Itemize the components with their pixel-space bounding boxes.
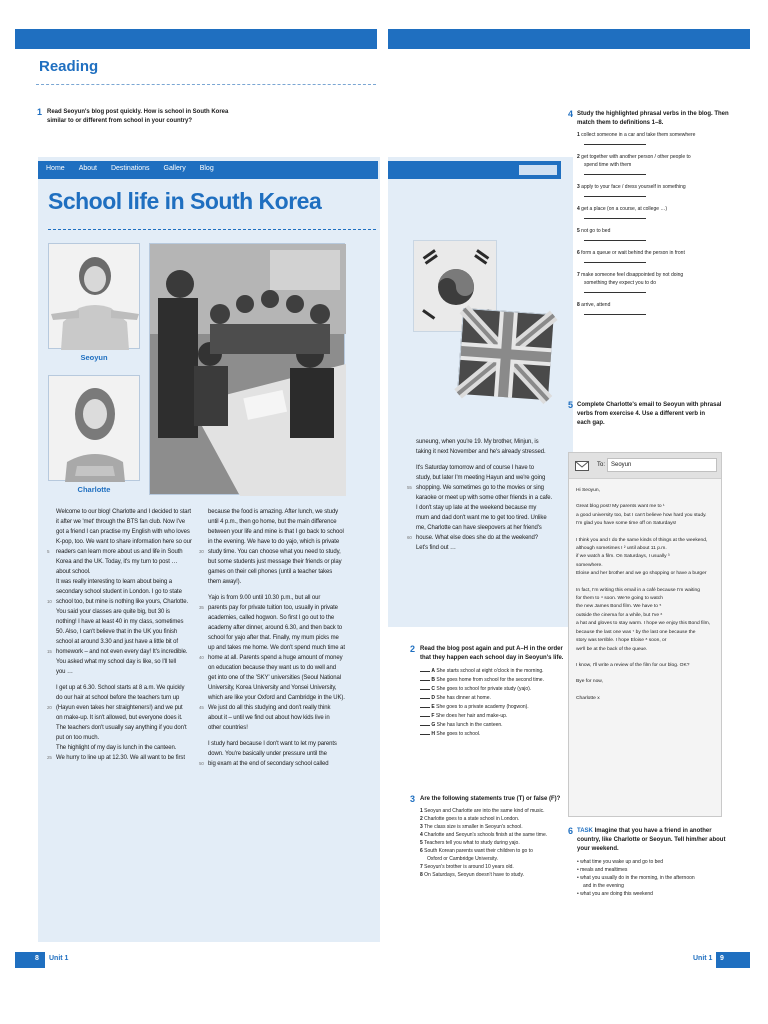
blog-line: It's Saturday tomorrow and of course I have to bbox=[416, 465, 534, 471]
blog-line: I don't stay up late at the weekend because my bbox=[416, 505, 537, 511]
exercise-3 bbox=[410, 795, 575, 879]
definition: 5 not go to bed bbox=[577, 228, 611, 234]
blog-line: down. You're basically under pressure until the bbox=[208, 751, 327, 757]
order-item: G She has lunch in the canteen. bbox=[420, 720, 575, 729]
task-item: • what time you wake up and go to bed bbox=[577, 859, 663, 865]
task-item: • meals and mealtimes bbox=[577, 867, 628, 873]
exercise-6-title-line: your weekend. bbox=[577, 846, 619, 852]
answer-blank[interactable] bbox=[420, 693, 430, 699]
blog-line: do our hair at school before the teachers turn up bbox=[56, 695, 180, 701]
blog-line: Yajo is from 9.00 until 10.30 p.m., but all our bbox=[208, 595, 321, 601]
seoyun-caption: Seoyun bbox=[80, 353, 108, 362]
answer-blank[interactable] bbox=[420, 702, 430, 708]
envelope-icon bbox=[575, 461, 589, 471]
footer-left-tab bbox=[15, 952, 45, 968]
task-item: • what you are doing this weekend bbox=[577, 891, 653, 897]
exercise-2-title-line: Read the blog post again and put A–H in the order bbox=[420, 646, 563, 652]
order-item: D She has dinner at home. bbox=[420, 693, 575, 702]
blog-line: 35 parents pay for private tuition too, usually in private bbox=[199, 605, 338, 611]
blog-line: put on too much. bbox=[56, 735, 100, 741]
email-line: the new James Bond film. We have to ⁵ bbox=[576, 604, 662, 610]
blog-line: in the evening. We have to do yajo, which is private bbox=[208, 539, 340, 545]
statement: 6 South Korean parents want their children to go to bbox=[420, 848, 533, 854]
email-line bbox=[576, 529, 714, 537]
blog-line: 15 homework – and not even every day! It's incredible. bbox=[47, 649, 188, 655]
definition: something they expect you to do bbox=[584, 280, 656, 286]
blog-line: 40 home at all. Parents spend a huge amount of money bbox=[199, 655, 343, 661]
definition: 4 get a place (on a course, at college …) bbox=[577, 206, 668, 212]
blog-line: karaoke or meet up with some other friends in a cafe. bbox=[416, 495, 553, 501]
statement: 7 Seoyun's brother is around 10 years old. bbox=[420, 864, 514, 870]
blog-title: School life in South Korea bbox=[48, 188, 322, 214]
email-line: Bye for now, bbox=[576, 679, 603, 685]
blog-line: Welcome to our blog! Charlotte and I decided to start bbox=[56, 509, 192, 515]
order-item: A She starts school at eight o'clock in the morning. bbox=[420, 666, 575, 675]
charlotte-caption: Charlotte bbox=[77, 485, 111, 494]
blog-line: on education because they want us to do well and bbox=[208, 665, 336, 671]
blog-line: I get up at 6.30. School starts at 8 a.m. We quickly bbox=[56, 685, 185, 691]
blog-line: on make-up. It isn't allowed, but everyone does it. bbox=[56, 715, 183, 721]
blog-line: up and takes me home. We don't spend much time at bbox=[208, 645, 345, 651]
footer-right-unit: Unit 1 bbox=[693, 955, 713, 962]
blog-line: You asked what my school day is like, so I'll tell bbox=[56, 659, 176, 665]
exercise-6-title-line: country, like Charlotte or Seoyun. Tell him/her about bbox=[577, 837, 726, 843]
definition: 7 make someone feel disappointed by not doing bbox=[577, 272, 684, 278]
answer-blank[interactable] bbox=[420, 666, 430, 672]
exercise-5-title-line: each gap. bbox=[577, 420, 605, 426]
charlotte-photo bbox=[48, 375, 140, 481]
search-box[interactable] bbox=[519, 165, 557, 175]
blog-line: get into one of the 'SKY' universities (Seoul National bbox=[208, 675, 341, 681]
blog-line: academies, called hogwon. So first I go out to the bbox=[208, 615, 335, 621]
blog-line: me, Charlotte can have sleepovers at her friend's bbox=[416, 525, 542, 531]
blog-line: because the food is amazing. After lunch, we study bbox=[208, 509, 339, 515]
answer-blank[interactable] bbox=[584, 287, 646, 293]
statement: 3 The class size is smaller in Seoyun's school. bbox=[420, 824, 523, 830]
email-line bbox=[576, 579, 714, 587]
answer-blank[interactable] bbox=[420, 675, 430, 681]
email-line: Charlotte x bbox=[576, 695, 600, 701]
blog-line: it after we 'met' through the BTS fan club. Now I've bbox=[56, 519, 185, 525]
answer-blank[interactable] bbox=[420, 720, 430, 726]
definition: spend time with them bbox=[584, 162, 632, 168]
answer-blank[interactable] bbox=[584, 309, 646, 315]
email-line: In fact, I'm writing this email in a café because I'm waiting bbox=[576, 587, 700, 593]
exercise-5-title-line: Complete Charlotte's email to Seoyun with phrasal bbox=[577, 402, 722, 408]
email-line bbox=[576, 654, 714, 662]
blog-line: games on their cell phones (until a teacher takes bbox=[208, 569, 333, 575]
blog-line: nothing! I have at least 40 in my class, sometimes bbox=[56, 619, 184, 625]
task-item: • what you usually do in the morning, in the afternoon bbox=[577, 875, 695, 881]
blog-line: 60 house. What else does she do at the weekend? bbox=[407, 535, 539, 541]
order-item: H She goes to school. bbox=[420, 729, 575, 738]
definition: 2 get together with another person / other people to bbox=[577, 154, 691, 160]
answer-blank[interactable] bbox=[420, 729, 430, 735]
blog-text-column-2 bbox=[199, 507, 354, 769]
nav-home[interactable]: Home bbox=[46, 165, 65, 172]
blog-text-column-3 bbox=[407, 437, 566, 553]
answer-blank[interactable] bbox=[584, 257, 646, 263]
blog-line: 50 big exam at the end of secondary school called bbox=[199, 761, 329, 767]
footer-right-page-number: 9 bbox=[720, 955, 724, 962]
to-field[interactable]: Seoyun bbox=[607, 458, 717, 472]
answer-blank[interactable] bbox=[584, 235, 646, 241]
definition: 1 collect someone in a car and take them somewhere bbox=[577, 132, 696, 138]
exercise-4 bbox=[568, 110, 748, 321]
footer-left-page-number: 8 bbox=[35, 955, 39, 962]
email-line bbox=[576, 495, 714, 503]
blog-line: 5 readers can learn more about us and life in South bbox=[47, 549, 183, 555]
statement: 4 Charlotte and Seoyun's schools finish at the same time. bbox=[420, 832, 548, 838]
blog-line: school for yajo after that. Finally, my mum picks me bbox=[208, 635, 339, 641]
blog-line: 30 study time. You can choose what you need to study, bbox=[199, 549, 341, 555]
exercise-6-number: 6 bbox=[568, 826, 574, 836]
email-line: a hat and gloves to stay warm. I hope we enjoy this Bond film, bbox=[576, 621, 711, 627]
exercise-2 bbox=[410, 645, 575, 738]
email-line: we'll be at the back of the queue. bbox=[576, 646, 648, 652]
email-line: Eloise and her brother and we go shopping or have a burger bbox=[576, 571, 707, 577]
seoyun-photo bbox=[48, 243, 140, 349]
blog-line: 10 school too, but mine is nothing like yours, Charlotte. bbox=[47, 599, 189, 605]
blog-line: The teachers don't usually say anything if you don't bbox=[56, 725, 187, 731]
blog-line: school at around 3.30 and just have a little bit of bbox=[56, 639, 178, 645]
blog-line: study, but later I'm meeting Hayun and we're going bbox=[416, 475, 546, 481]
blog-line: until 4 p.m., then go home, but the main difference bbox=[208, 519, 337, 525]
answer-blank[interactable] bbox=[584, 169, 646, 175]
blog-line: 20 (Hayun even takes her straighteners!) and we put bbox=[47, 705, 183, 711]
blog-line: secondary school student in London. I go to state bbox=[56, 589, 182, 595]
top-bar-left bbox=[15, 29, 377, 49]
blog-line: It was really interesting to learn about being a bbox=[56, 579, 172, 585]
exercise-5-title-line: verbs from exercise 4. Use a different verb in bbox=[577, 411, 706, 417]
email-line: I know, I'll write a review of the film for our blog. OK? bbox=[576, 662, 690, 668]
blog-line: about it – until we find out about how kids live in bbox=[208, 715, 330, 721]
blog-line: academy after dinner, around 6.30, and then back to bbox=[208, 625, 342, 631]
exercise-1-number: 1 bbox=[37, 107, 43, 117]
blog-line: mum and dad don't want me to get too tired. Unlike bbox=[416, 515, 547, 521]
blog-line: 55 shopping. We sometimes go to the movies or sing bbox=[407, 485, 544, 491]
order-item: E She goes to a private academy (hogwon). bbox=[420, 702, 575, 711]
answer-blank[interactable] bbox=[584, 139, 646, 145]
classroom-photo bbox=[149, 243, 345, 495]
task-item: and in the evening bbox=[583, 883, 624, 889]
definition: 8 arrive, attend bbox=[577, 302, 611, 308]
exercise-5 bbox=[568, 401, 748, 428]
to-label: To: bbox=[597, 462, 606, 468]
exercise-4-number: 4 bbox=[568, 109, 574, 119]
blog-line: 45 We just do all this studying and don't really think bbox=[199, 705, 331, 711]
blog-line: The highlight of my day is lunch in the canteen. bbox=[56, 745, 177, 751]
blog-nav-bar bbox=[38, 161, 378, 179]
blog-line: you … bbox=[56, 669, 73, 675]
email-line: I'm glad you have some time off on Saturdays! bbox=[576, 521, 677, 527]
exercise-1-line: similar to or different from school in your country? bbox=[47, 118, 193, 124]
order-item: C She goes to school for private study (yajo). bbox=[420, 684, 575, 693]
top-bar-right bbox=[388, 29, 750, 49]
email-line bbox=[576, 670, 714, 678]
nav-gallery[interactable]: Gallery bbox=[163, 165, 186, 172]
exercise-4-title-line: match them to definitions 1–8. bbox=[577, 120, 664, 126]
answer-blank[interactable] bbox=[420, 684, 430, 690]
statement: 5 Teachers tell you what to study during yajo. bbox=[420, 840, 520, 846]
email-body bbox=[569, 479, 721, 711]
section-underline bbox=[36, 84, 376, 85]
statement: 2 Charlotte goes to a state school in London. bbox=[420, 816, 520, 822]
email-line: a good university too, but I can't believe how hard you study. bbox=[576, 512, 707, 518]
nav-blog[interactable]: Blog bbox=[199, 165, 214, 172]
email-window bbox=[568, 452, 722, 817]
blog-line: University, Korea University and Yonsei University, bbox=[208, 685, 337, 691]
exercise-5-number: 5 bbox=[568, 400, 574, 410]
title-divider bbox=[48, 229, 376, 230]
blog-line: You said your classes are quite big, but 30 is bbox=[56, 609, 170, 615]
answer-blank[interactable] bbox=[584, 213, 646, 219]
blog-nav-bar-right bbox=[388, 161, 561, 179]
blog-line: taking it next November and he's already stressed. bbox=[416, 449, 546, 455]
email-line: story was terrible. I hope Eloise ⁸ soon, or bbox=[576, 638, 667, 644]
blog-text-column-1 bbox=[47, 507, 204, 763]
exercise-6 bbox=[568, 827, 748, 898]
blog-line: Let's find out … bbox=[416, 545, 456, 551]
exercise-4-title-line: Study the highlighted phrasal verbs in the blog. Then bbox=[577, 111, 729, 117]
nav-destinations[interactable]: Destinations bbox=[110, 165, 150, 172]
exercise-2-number: 2 bbox=[410, 644, 416, 654]
blog-line: between your life and mine is that I go back to school bbox=[208, 529, 344, 535]
task-label: TASK bbox=[577, 828, 593, 834]
exercise-3-title: Are the following statements true (T) or false (F)? bbox=[420, 796, 561, 802]
uk-flag-photo bbox=[457, 308, 553, 399]
answer-blank[interactable] bbox=[584, 191, 646, 197]
blog-line: K-pop, too. We want to share information here so our bbox=[56, 539, 192, 545]
blog-line: them away!). bbox=[208, 579, 242, 585]
definition: 6 form a queue or wait behind the person in front bbox=[577, 250, 685, 256]
exercise-6-title-line: Imagine that you have a friend in another bbox=[594, 828, 712, 834]
email-line: because the last one was ⁷ by the last one because the bbox=[576, 629, 696, 635]
blog-line: which are like your Oxford and Cambridge in the UK). bbox=[208, 695, 345, 701]
email-line: somewhere. bbox=[576, 562, 603, 568]
email-line: if we watch a film. On Saturdays, I usually ³ bbox=[576, 554, 670, 560]
blog-line: I study hard because I don't want to let my parents bbox=[208, 741, 337, 747]
nav-about[interactable]: About bbox=[78, 165, 97, 172]
order-item: F She does her hair and make-up. bbox=[420, 711, 575, 720]
order-item: B She goes home from school for the second time. bbox=[420, 675, 575, 684]
statement: 8 On Saturdays, Seoyun doesn't have to study. bbox=[420, 872, 524, 878]
statement: 1 Seoyun and Charlotte are into the same kind of music. bbox=[420, 808, 545, 814]
email-line: outside the cinema for a while, but I've ⁶ bbox=[576, 612, 663, 618]
blog-line: but some students just message their friends or play bbox=[208, 559, 342, 565]
footer-left-unit: Unit 1 bbox=[49, 955, 69, 962]
exercise-1 bbox=[37, 108, 367, 126]
blog-line: 25 We hurry to line up at 12.30. We all want to be first bbox=[47, 755, 185, 761]
exercise-2-title-line: that they happen each school day in Seoyun's life. bbox=[420, 655, 564, 661]
blog-line: 50. Also, I can't believe that in the UK you finish bbox=[56, 629, 178, 635]
blog-line: about school. bbox=[56, 569, 91, 575]
section-title: Reading bbox=[39, 58, 99, 75]
statement: Oxford or Cambridge University. bbox=[427, 856, 499, 862]
email-line: Hi Seoyun, bbox=[576, 488, 600, 493]
blog-line: got a friend I can practise my English with who loves bbox=[56, 529, 190, 535]
email-line: Great blog post! My parents want me to ¹ bbox=[576, 504, 665, 510]
blog-line: suneung, when you're 19. My brother, Minjun, is bbox=[416, 439, 539, 445]
exercise-1-line: Read Seoyun's blog post quickly. How is school in South Korea bbox=[47, 109, 229, 115]
definition: 3 apply to your face / dress yourself in something bbox=[577, 184, 686, 190]
blog-line: other countries! bbox=[208, 725, 248, 731]
exercise-3-number: 3 bbox=[410, 794, 416, 804]
blog-line: Korea and the UK. Today, it's my turn to post … bbox=[56, 559, 178, 565]
answer-blank[interactable] bbox=[420, 711, 430, 717]
email-header bbox=[569, 453, 721, 479]
email-line: although sometimes I ² until about 11 p.m. bbox=[576, 546, 667, 552]
email-line bbox=[576, 687, 714, 695]
email-line: for them to ⁴ soon. We're going to watch bbox=[576, 596, 663, 602]
email-line: I think you and I do the same kinds of things at the weekend, bbox=[576, 537, 708, 543]
